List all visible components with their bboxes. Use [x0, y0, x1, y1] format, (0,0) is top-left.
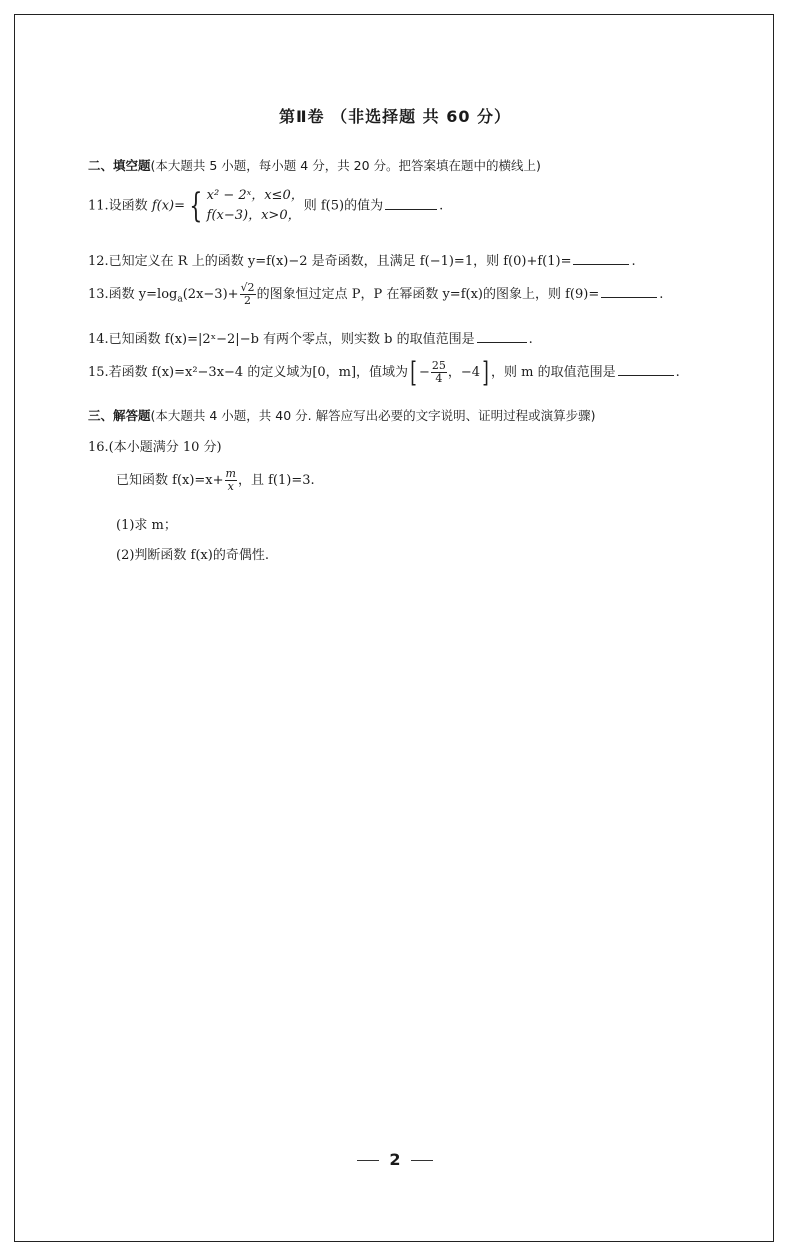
q12-text: 12.已知定义在 R 上的函数 y=f(x)−2 是奇函数，且满足 f(−1)=1，则 f(0)+f(1)=	[88, 254, 572, 269]
q15-answer-blank[interactable]	[618, 363, 674, 376]
section-3-note: (本大题共 4 小题，共 40 分. 解答应写出必要的文字说明、证明过程或演算步骤)	[150, 408, 596, 423]
q11-cases	[207, 186, 304, 226]
q11-answer-blank[interactable]	[385, 197, 437, 210]
q13-den: 2	[244, 294, 252, 307]
q16-num: m	[225, 467, 236, 480]
q15-prefix: 15.若函数 f(x)=x²−3x−4 的定义域为[0，m]，值域为	[88, 365, 409, 380]
q16-stem-suffix: ，且 f(1)=3.	[237, 473, 315, 488]
q11-fx: f(x)=	[151, 198, 185, 214]
section-2-header	[88, 156, 541, 174]
q13-answer-blank[interactable]	[601, 285, 657, 298]
q11-end: .	[439, 198, 444, 214]
question-14	[88, 328, 533, 347]
q13-fraction	[240, 282, 256, 307]
q14-text: 14.已知函数 f(x)=|2ˣ−2|−b 有两个零点，则实数 b 的取值范围是	[88, 332, 475, 347]
section-3-header	[88, 406, 595, 424]
q15-suffix: ，则 m 的取值范围是	[491, 365, 616, 380]
question-11	[88, 186, 443, 226]
page-number: 2	[389, 1150, 401, 1169]
question-15	[88, 356, 680, 389]
q15-tail: ，−4	[447, 365, 481, 380]
q13-num: √2	[240, 281, 255, 294]
q13-sub: a	[177, 294, 183, 305]
q14-answer-blank[interactable]	[477, 330, 527, 343]
q15-fraction	[431, 360, 447, 385]
q16-fraction	[225, 468, 237, 493]
q11-suffix: 则 f(5)的值为	[303, 198, 384, 214]
q16-stem	[116, 468, 315, 493]
question-13	[88, 282, 663, 307]
section-3-heading: 三、解答题	[88, 408, 151, 423]
q16-label: 16.(本小题满分 10 分)	[88, 440, 222, 455]
q15-den: 4	[435, 372, 443, 385]
brace-icon: {	[189, 186, 203, 226]
dash-right-icon	[411, 1160, 433, 1161]
section-2-heading: 二、填空题	[88, 158, 151, 173]
q16-part2: (2)判断函数 f(x)的奇偶性.	[116, 548, 269, 563]
q15-end: .	[675, 365, 680, 380]
section-2-note: (本大题共 5 小题，每小题 4 分，共 20 分。把答案填在题中的横线上)	[150, 158, 541, 173]
q13-suffix: 的图象恒过定点 P，P 在幂函数 y=f(x)的图象上，则 f(9)=	[256, 287, 600, 302]
q11-case1: x² − 2ˣ，x≤0，	[206, 188, 304, 203]
q11-prefix: 11.设函数	[88, 198, 152, 214]
page-number-footer	[0, 1150, 790, 1169]
q13-end: .	[659, 287, 664, 302]
q15-neg: −	[419, 365, 430, 380]
question-12	[88, 250, 636, 269]
q12-end: .	[631, 254, 636, 269]
q13-prefix: 13.函数 y=log	[88, 287, 178, 302]
dash-left-icon	[357, 1160, 379, 1161]
page-title: 第Ⅱ卷 （非选择题 共 60 分）	[278, 107, 512, 126]
q16-stem-prefix: 已知函数 f(x)=x+	[116, 473, 224, 488]
q16-part1: (1)求 m；	[116, 518, 177, 533]
q14-end: .	[528, 332, 533, 347]
q16-den: x	[227, 480, 234, 493]
right-bracket-icon: ]	[482, 356, 489, 389]
left-bracket-icon: [	[410, 356, 417, 389]
q15-num: 25	[431, 359, 446, 372]
q13-mid: (2x−3)+	[182, 287, 239, 302]
q12-answer-blank[interactable]	[573, 252, 629, 265]
q11-case2: f(x−3)，x>0，	[206, 208, 301, 223]
